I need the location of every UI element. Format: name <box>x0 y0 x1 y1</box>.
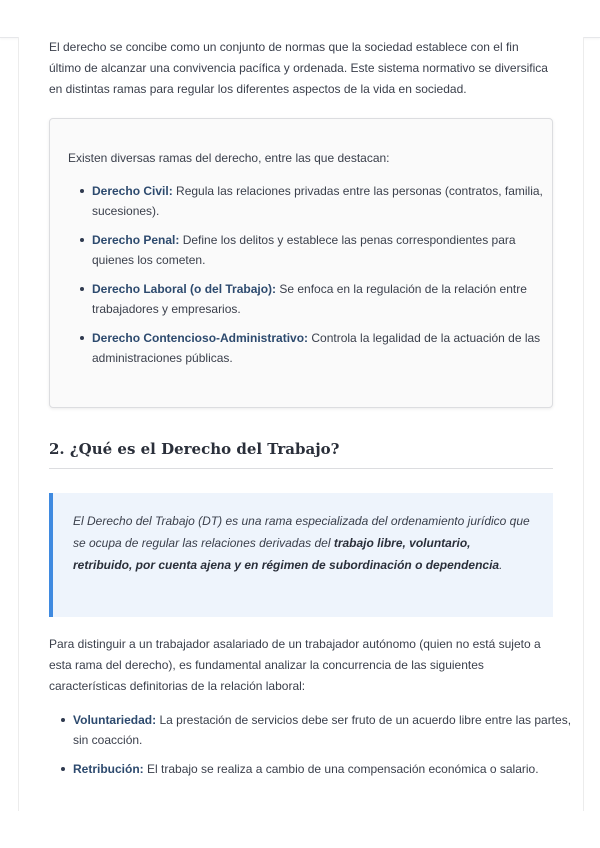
branch-term: Derecho Contencioso-Administrativo: <box>92 331 309 345</box>
distinction-paragraph: Para distinguir a un trabajador asalariado de un trabajador autónomo (quien no está sujeto a esta rama del derecho), es fundamental analizar la concurrencia de las siguientes características definitorias de la relación laboral: <box>49 637 541 693</box>
bottom-bar <box>0 811 600 848</box>
quote-end: . <box>499 558 503 572</box>
quote-start: El Derecho del Trabajo (DT) es una rama especializada del ordenamiento jurídico que se ocupa de regular las relaciones derivadas del <box>73 514 530 550</box>
features-list <box>49 710 577 788</box>
branch-term: Derecho Penal: <box>92 233 180 247</box>
intro-paragraph: El derecho se concibe como un conjunto de normas que la sociedad establece con el fin último de alcanzar una convivencia pacífica y ordenada. Este sistema normativo se diversifica en distintas ramas para regular los diferentes aspectos de la vida en sociedad. <box>49 40 548 96</box>
list-item <box>73 759 577 779</box>
feature-term: Retribución: <box>73 762 144 776</box>
definition-quote <box>49 493 553 617</box>
document-page <box>18 37 584 812</box>
branch-term: Derecho Laboral (o del Trabajo): <box>92 282 277 296</box>
list-item <box>92 279 560 319</box>
branches-list <box>68 181 560 377</box>
feature-description: El trabajo se realiza a cambio de una compensación económica o salario. <box>143 762 539 776</box>
quote-bold: trabajo libre, voluntario, retribuido, por cuenta ajena y en régimen de subordinación o dependencia <box>73 536 500 572</box>
branches-card <box>49 118 553 408</box>
section-heading: 2. ¿Qué es el Derecho del Trabajo? <box>49 440 553 469</box>
list-item <box>92 181 560 221</box>
branch-description: Regula las relaciones privadas entre las personas (contratos, familia, sucesiones). <box>92 184 543 218</box>
quote-text <box>73 510 533 576</box>
branch-description: Controla la legalidad de la actuación de las administraciones públicas. <box>92 331 541 365</box>
feature-term: Voluntariedad: <box>73 713 157 727</box>
list-item <box>92 328 560 368</box>
list-item <box>73 710 577 750</box>
branch-description: Se enfoca en la regulación de la relación entre trabajadores y empresarios. <box>92 282 527 316</box>
top-bar <box>0 0 600 38</box>
feature-description: La prestación de servicios debe ser fruto de un acuerdo libre entre las partes, sin coacción. <box>73 713 572 747</box>
list-item <box>92 230 560 270</box>
branches-lead: Existen diversas ramas del derecho, entre las que destacan: <box>68 151 390 165</box>
branch-description: Define los delitos y establece las penas correspondientes para quienes los cometen. <box>92 233 516 267</box>
branch-term: Derecho Civil: <box>92 184 173 198</box>
